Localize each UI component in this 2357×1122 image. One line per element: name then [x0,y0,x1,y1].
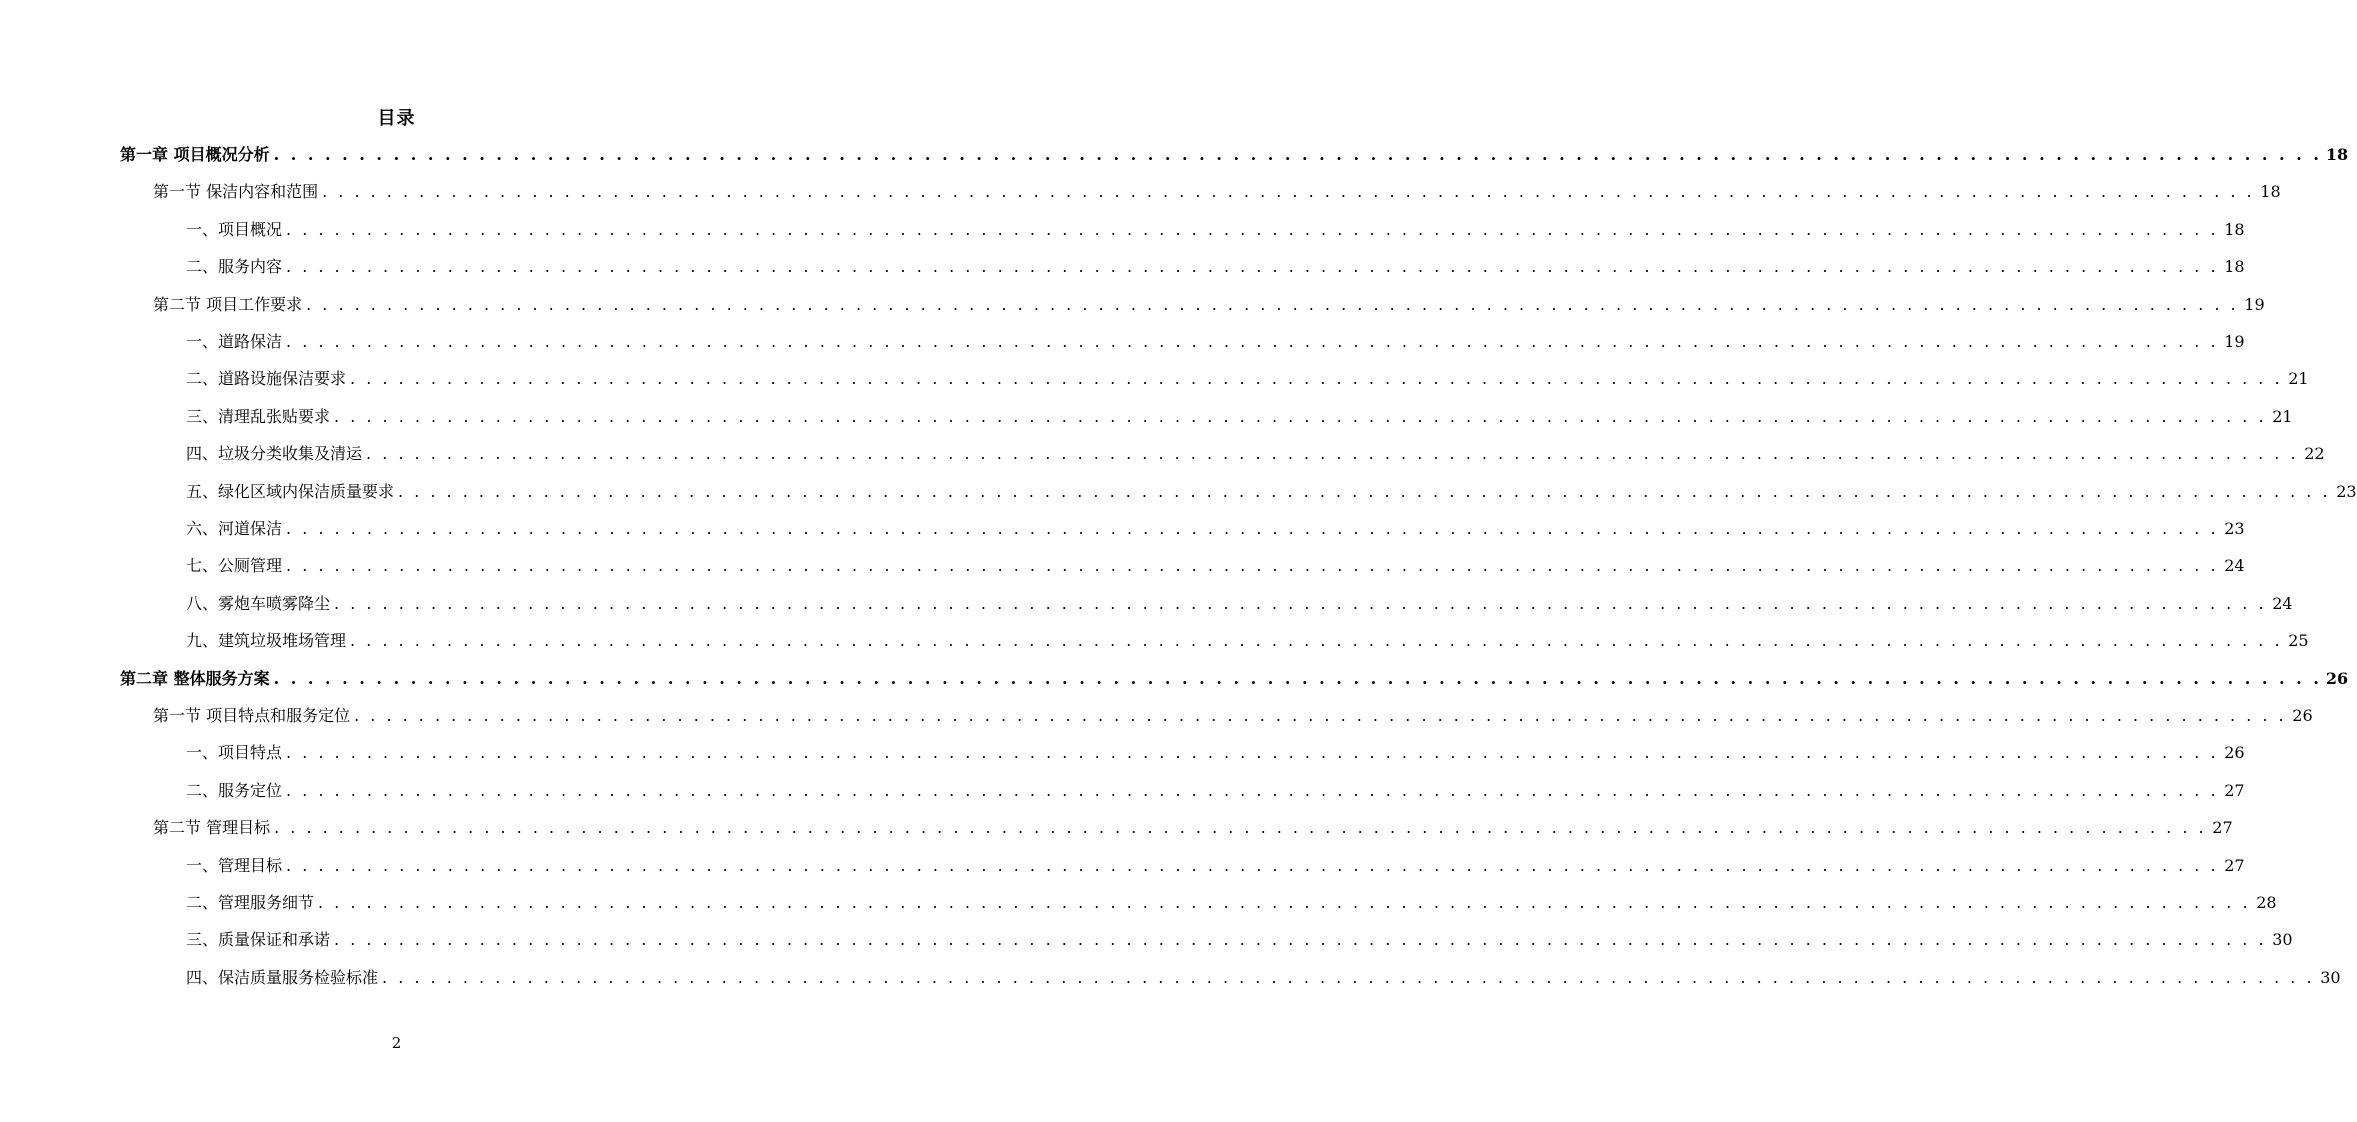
toc-entry-title: 四、垃圾分类收集及清运 [186,444,363,464]
toc-entry[interactable] [153,177,2281,207]
toc-dot-leader: . . . . . . . . . . . . . . . . . . . . . . . . . . . . . . . . . . . . . . . . . . . . . . . . . . . . . . . . . . . . . . . . . . . . . . . . . . . . . . . . . . . . . . . . . . . . . . . . . . . . . . . . . . . . . . . . . . . . . . . . [334,593,2267,613]
toc-entry-page-number: 18 [2224,257,2245,277]
toc-entry[interactable] [186,402,2293,432]
toc-entry-page-number: 26 [2325,668,2349,688]
toc-dot-leader: . . . . . . . . . . . . . . . . . . . . . . . . . . . . . . . . . . . . . . . . . . . . . . . . . . . . . . . . . . . . . . . . . . . . . . . . . . . . . . . . . . . . . . . . . . . . . . . . . . . . . . . . . . . . . . . . . . . . . . . . [306,294,2239,314]
toc-entry[interactable] [186,364,2309,394]
toc-entry-title: 三、质量保证和承诺 [186,930,331,950]
toc-entry-title: 一、项目特点 [186,743,283,763]
toc-dot-leader: . . . . . . . . . . . . . . . . . . . . . . . . . . . . . . . . . . . . . . . . . . . . . . . . . . . . . . . . . . . . . . . . . . . . . . . . . . . . . . . . . . . . . . . . . . . . . . . . . . . . . . . . . . . . . . . . . . . . . . . . [286,332,2219,351]
toc-entry-page-number: 21 [2288,369,2309,389]
toc-dot-leader: . . . . . . . . . . . . . . . . . . . . . . . . . . . . . . . . . . . . . . . . . . . . . . . . . . . . . . . . . . . . . . . . . . . . . . . . . . . . . . . . . . . . . . . . . . . . . . . . . . . . . . . . . . . . . . . . . . . . . . . . [286,780,2219,800]
toc-entry-page-number: 30 [2272,930,2293,950]
toc-entry-page-number: 27 [2224,855,2245,875]
toc-entry[interactable] [186,514,2245,544]
toc-entry-page-number: 18 [2260,182,2281,202]
toc-dot-leader: . . . . . . . . . . . . . . . . . . . . . . . . . . . . . . . . . . . . . . . . . . . . . . . . . . . . . . . . . . . . . . . . . . . . . . . . . . . . . . . . . . . . . . . . . . . . . . . . . . . . . . . . . . . . . . . . . . . . . . . . [286,219,2219,239]
toc-entry-title: 二、管理服务细节 [186,893,315,912]
toc-dot-leader: . . . . . . . . . . . . . . . . . . . . . . . . . . . . . . . . . . . . . . . . . . . . . . . . . . . . . . . . . . . . . . . . . . . . . . . . . . . . . . . . . . . . . . . . . . . . . . . . . . . . . . . . . . . . . . . . . . . . . . . . [350,369,2283,389]
toc-entry[interactable] [153,813,2233,843]
page-number: 2 [391,1034,402,1052]
toc-entry[interactable] [186,888,2277,918]
toc-entry-title: 第一章 项目概况分析 [120,145,270,164]
toc-entry-title: 七、公厕管理 [186,556,283,576]
toc-dot-leader: . . . . . . . . . . . . . . . . . . . . . . . . . . . . . . . . . . . . . . . . . . . . . . . . . . . . . . . . . . . . . . . . . . . . . . . . . . . . . . . . . . . . . . . . . . . . . . . . . . . . . . . . . . . . . . . . . . . . . . . . [286,519,2219,538]
toc-entry-title: 第二节 项目工作要求 [153,294,303,314]
toc-dot-leader: . . . . . . . . . . . . . . . . . . . . . . . . . . . . . . . . . . . . . . . . . . . . . . . . . . . . . . . . . . . . . . . . . . . . . . . . . . . . . . . . . . . . . . . . . . . . . . . . . . . . . . . . . . . . . . . . . . . . . . . . [286,257,2219,277]
toc-dot-leader: . . . . . . . . . . . . . . . . . . . . . . . . . . . . . . . . . . . . . . . . . . . . . . . . . . . . . . . . . . . . . . . . . . . . . . . . . . . . . . . . . . . . . . . . . . . . . . . . . . . . . . . . . . . . . . . . . . . . . . . . [318,893,2251,912]
toc-dot-leader: . . . . . . . . . . . . . . . . . . . . . . . . . . . . . . . . . . . . . . . . . . . . . . . . . . . . . . . . . . . . . . . . . . . . . . . . . . . . . . . . . . . . . . . . . . . . . . . . . . . . . . . . . . . . . . . . . . . . . . . . [274,818,2207,838]
toc-entry-page-number: 18 [2325,145,2349,164]
toc-entry[interactable] [186,327,2245,357]
toc-dot-leader: . . . . . . . . . . . . . . . . . . . . . . . . . . . . . . . . . . . . . . . . . . . . . . . . . . . . . . . . . . . . . . . . . . . . . . . . . . . . . . . . . . . . . . . . . . . . . . . . . . . . . . . . . . . . . . . . . . . . . . . . [322,182,2255,202]
toc-dot-leader: . . . . . . . . . . . . . . . . . . . . . . . . . . . . . . . . . . . . . . . . . . . . . . . . . . . . . . . . . . . . . . . . . . . . . . . . . . . . . . . . . . . . . . . . . . . . . . . . . . . . . . . . . . . . . . . . . . . . . . . . [286,743,2219,763]
toc-entry[interactable] [186,477,2357,507]
toc-entry[interactable] [186,215,2245,245]
toc-entry-page-number: 23 [2336,481,2357,501]
toc-entry-title: 第二章 整体服务方案 [120,668,270,688]
toc-entry-page-number: 24 [2272,593,2293,613]
toc-entry[interactable] [120,140,2349,170]
toc-entry-title: 八、雾炮车喷雾降尘 [186,593,331,613]
toc-entry[interactable] [120,664,2349,694]
toc-entry[interactable] [186,626,2309,656]
toc-dot-leader: . . . . . . . . . . . . . . . . . . . . . . . . . . . . . . . . . . . . . . . . . . . . . . . . . . . . . . . . . . . . . . . . . . . . . . . . . . . . . . . . . . . . . . . . . . . . . . . . . . . . . . . . . . . . . . . . . . . . . . . . [366,444,2299,464]
toc-dot-leader: . . . . . . . . . . . . . . . . . . . . . . . . . . . . . . . . . . . . . . . . . . . . . . . . . . . . . . . . . . . . . . . . . . . . . . . . . . . . . . . . . . . . . . . . . . . . . . . . . . . . . . . . . . . . . . . . . . . . . . . . [273,668,2322,688]
toc-entry[interactable] [186,963,2341,993]
toc-entry-title: 一、道路保洁 [186,332,283,351]
toc-dot-leader: . . . . . . . . . . . . . . . . . . . . . . . . . . . . . . . . . . . . . . . . . . . . . . . . . . . . . . . . . . . . . . . . . . . . . . . . . . . . . . . . . . . . . . . . . . . . . . . . . . . . . . . . . . . . . . . . . . . . . . . . [273,145,2322,164]
toc-entry-title: 一、项目概况 [186,219,283,239]
toc-entry-title: 二、服务内容 [186,257,283,277]
toc-entry-title: 四、保洁质量服务检验标准 [186,967,379,987]
toc-entry-page-number: 21 [2272,406,2293,426]
toc-entry[interactable] [186,776,2245,806]
toc-entry-page-number: 26 [2292,706,2313,725]
toc-entry-title: 九、建筑垃圾堆场管理 [186,631,347,651]
toc-dot-leader: . . . . . . . . . . . . . . . . . . . . . . . . . . . . . . . . . . . . . . . . . . . . . . . . . . . . . . . . . . . . . . . . . . . . . . . . . . . . . . . . . . . . . . . . . . . . . . . . . . . . . . . . . . . . . . . . . . . . . . . . [286,556,2219,576]
toc-dot-leader: . . . . . . . . . . . . . . . . . . . . . . . . . . . . . . . . . . . . . . . . . . . . . . . . . . . . . . . . . . . . . . . . . . . . . . . . . . . . . . . . . . . . . . . . . . . . . . . . . . . . . . . . . . . . . . . . . . . . . . . . [334,930,2267,950]
toc-entry-page-number: 19 [2244,294,2265,314]
toc-entry-page-number: 30 [2320,967,2341,987]
toc-dot-leader: . . . . . . . . . . . . . . . . . . . . . . . . . . . . . . . . . . . . . . . . . . . . . . . . . . . . . . . . . . . . . . . . . . . . . . . . . . . . . . . . . . . . . . . . . . . . . . . . . . . . . . . . . . . . . . . . . . . . . . . . [398,481,2331,501]
toc-entry-title: 一、管理目标 [186,855,283,875]
toc-dot-leader: . . . . . . . . . . . . . . . . . . . . . . . . . . . . . . . . . . . . . . . . . . . . . . . . . . . . . . . . . . . . . . . . . . . . . . . . . . . . . . . . . . . . . . . . . . . . . . . . . . . . . . . . . . . . . . . . . . . . . . . . [334,406,2267,426]
toc-entry[interactable] [153,290,2265,320]
toc-entry-title: 第一节 保洁内容和范围 [153,182,319,202]
toc-entry-page-number: 22 [2304,444,2325,464]
toc-entry-page-number: 18 [2224,219,2245,239]
toc-entry[interactable] [153,701,2313,731]
toc-entry-page-number: 24 [2224,556,2245,576]
toc-entry-title: 二、道路设施保洁要求 [186,369,347,389]
toc-entry[interactable] [186,551,2245,581]
toc-entry-title: 三、清理乱张贴要求 [186,406,331,426]
toc-entry-page-number: 28 [2256,893,2277,912]
toc-entry[interactable] [186,439,2325,469]
toc-entry[interactable] [186,738,2245,768]
toc-entry-page-number: 25 [2288,631,2309,651]
toc-entry[interactable] [186,851,2245,881]
toc-entry[interactable] [186,925,2293,955]
toc-entry-title: 二、服务定位 [186,780,283,800]
toc-entry-page-number: 26 [2224,743,2245,763]
toc-dot-leader: . . . . . . . . . . . . . . . . . . . . . . . . . . . . . . . . . . . . . . . . . . . . . . . . . . . . . . . . . . . . . . . . . . . . . . . . . . . . . . . . . . . . . . . . . . . . . . . . . . . . . . . . . . . . . . . . . . . . . . . . [382,967,2315,987]
toc-entry-page-number: 19 [2224,332,2245,351]
toc-dot-leader: . . . . . . . . . . . . . . . . . . . . . . . . . . . . . . . . . . . . . . . . . . . . . . . . . . . . . . . . . . . . . . . . . . . . . . . . . . . . . . . . . . . . . . . . . . . . . . . . . . . . . . . . . . . . . . . . . . . . . . . . [286,855,2219,875]
toc-entry[interactable] [186,252,2245,282]
toc-dot-leader: . . . . . . . . . . . . . . . . . . . . . . . . . . . . . . . . . . . . . . . . . . . . . . . . . . . . . . . . . . . . . . . . . . . . . . . . . . . . . . . . . . . . . . . . . . . . . . . . . . . . . . . . . . . . . . . . . . . . . . . . [354,706,2287,725]
toc-title: 目录 [377,108,416,129]
toc-entry-title: 第二节 管理目标 [153,818,271,838]
toc-entry-title: 第一节 项目特点和服务定位 [153,706,351,725]
toc-entry[interactable] [186,589,2293,619]
toc-dot-leader: . . . . . . . . . . . . . . . . . . . . . . . . . . . . . . . . . . . . . . . . . . . . . . . . . . . . . . . . . . . . . . . . . . . . . . . . . . . . . . . . . . . . . . . . . . . . . . . . . . . . . . . . . . . . . . . . . . . . . . . . [350,631,2283,651]
toc-entry-title: 六、河道保洁 [186,519,283,538]
toc-entry-page-number: 23 [2224,519,2245,538]
toc-entry-page-number: 27 [2224,780,2245,800]
toc-entry-title: 五、绿化区域内保洁质量要求 [186,481,395,501]
toc-entry-page-number: 27 [2212,818,2233,838]
